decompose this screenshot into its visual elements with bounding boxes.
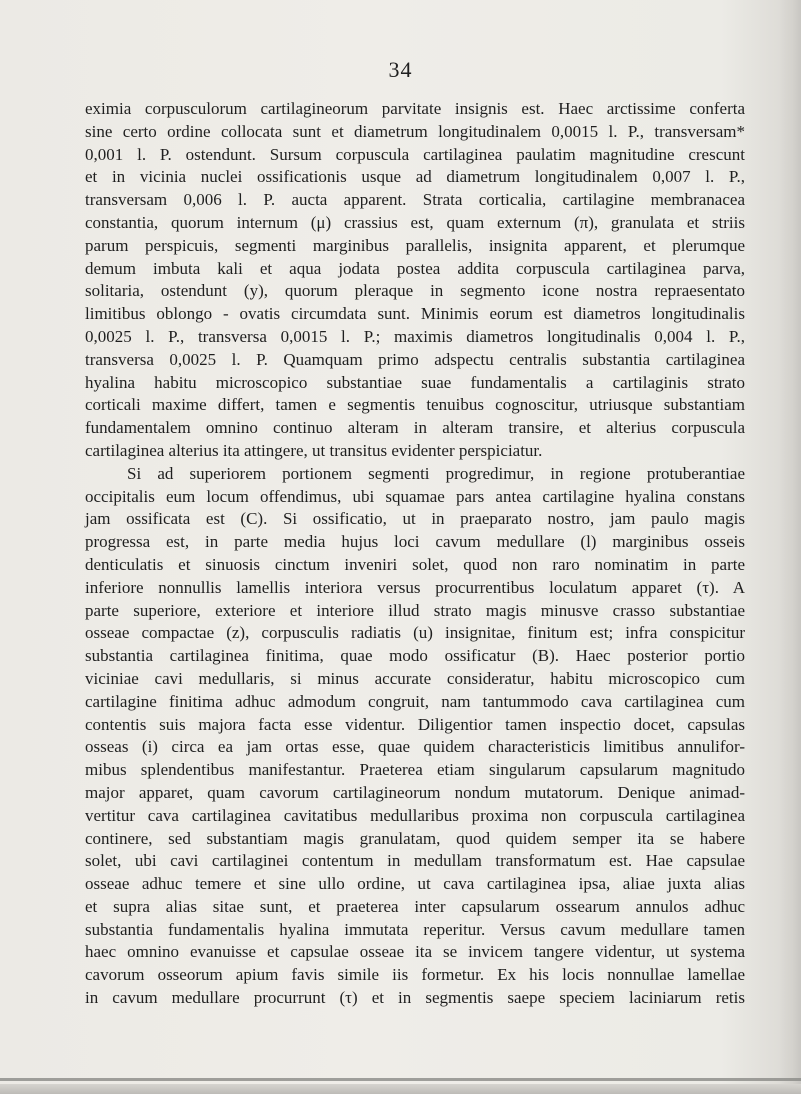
body-text	[85, 98, 745, 1010]
text-line: substantia cartilaginea finitima, quae modo ossificatur (B). Haec posterior portio	[85, 646, 745, 666]
paragraph-2	[85, 463, 745, 1010]
text-line: viciniae cavi medullaris, si minus accurate consideratur, habitu microscopico cum	[85, 668, 745, 688]
text-line: constantia, quorum internum (μ) crassius est, quam externum (π), granulata et striis	[85, 212, 745, 232]
text-line: progressa est, in parte media hujus loci cavum medullare (l) marginibus osseis	[85, 532, 745, 552]
text-line: haec omnino evanuisse et capsulae osseae ita se invicem tangere videntur, ut systema	[85, 942, 745, 962]
text-line: inferiore nonnullis lamellis interiora versus procurrentibus loculatum apparet (τ). A	[85, 577, 745, 597]
text-line: cartilaginea alterius ita attingere, ut transitus evidenter perspiciatur.	[85, 440, 543, 460]
bottom-edge	[0, 1084, 801, 1094]
text-line: cavorum osseorum apium favis simile iis formetur. Ex his locis nonnullae lamellae	[85, 965, 745, 985]
text-line: continere, sed substantiam magis granulatam, quod quidem semper ita se habere	[85, 828, 745, 848]
text-line: jam ossificata est (C). Si ossificatio, ut in praeparato nostro, jam paulo magis	[85, 509, 745, 529]
text-line: parum perspicuis, segmenti marginibus parallelis, insignita apparent, et plerumque	[85, 235, 745, 255]
text-line: hyalina habitu microscopico substantiae suae fundamentalis a cartilaginis strato	[85, 372, 745, 392]
text-line: 0,001 l. P. ostendunt. Sursum corpuscula cartilaginea paulatim magnitudine crescunt	[85, 144, 745, 164]
page-number: 34	[388, 57, 413, 82]
text-line: in cavum medullare procurrunt (τ) et in segmentis saepe speciem laciniarum retis	[85, 988, 745, 1008]
text-line: Si ad superiorem portionem segmenti progredimur, in regione protuberantiae	[127, 463, 745, 483]
text-line: et in vicinia nuclei ossificationis usque ad diametrum longitudinalem 0,007 l. P.,	[85, 167, 745, 187]
page-edge-shadow	[779, 0, 801, 1094]
bottom-rule	[0, 1078, 801, 1081]
text-line: osseae adhuc temere et sine ullo ordine, ut cava cartilaginea ipsa, aliae juxta alias	[85, 874, 745, 894]
text-line: major apparet, quam cavorum cartilagineorum nondum mutatorum. Denique animad-	[85, 782, 745, 802]
text-line: osseae compactae (z), corpusculis radiatis (u) insignitae, finitum est; infra conspicitur	[85, 623, 745, 643]
text-line: contentis suis majora facta esse videntur. Diligentior tamen inspectio docet, capsulas	[85, 714, 745, 734]
text-line: 0,0025 l. P., transversa 0,0015 l. P.; maximis diametros longitudinalis 0,004 l. P.,	[85, 326, 745, 346]
text-line: substantia fundamentalis hyalina immutata reperitur. Versus cavum medullare tamen	[85, 919, 745, 939]
text-line: occipitalis eum locum offendimus, ubi squamae pars antea cartilagine hyalina constans	[85, 486, 745, 506]
text-line: denticulatis et sinuosis cinctum inveniri solet, quod non raro nominatim in parte	[85, 554, 745, 574]
text-line: mibus splendentibus manifestantur. Praeterea etiam singularum capsularum magnitudo	[85, 760, 745, 780]
paragraph-1	[85, 98, 745, 463]
text-line: limitibus oblongo - ovatis circumdata sunt. Minimis eorum est diametros longitudinalis	[85, 304, 745, 324]
text-line: et supra alias sitae sunt, et praeterea inter capsularum ossearum annulos adhuc	[85, 896, 745, 916]
text-line: transversa 0,0025 l. P. Quamquam primo adspectu centralis substantia cartilaginea	[85, 349, 745, 369]
text-line: fundamentalem omnino continuo alteram in alteram transire, et alterius corpuscula	[85, 418, 745, 438]
text-line: cartilagine finitima adhuc admodum congruit, nam tantummodo cava cartilaginea cum	[85, 691, 745, 711]
text-line: transversam 0,006 l. P. aucta apparent. Strata corticalia, cartilagine membranacea	[85, 190, 745, 210]
text-line: corticali maxime differt, tamen e segmentis tenuibus cognoscitur, utriusque substantiam	[85, 395, 745, 415]
text-line: parte superiore, exteriore et interiore illud strato magis minusve crasso substantiae	[85, 600, 745, 620]
text-line: osseas (i) circa ea jam ortas esse, quae quidem characteristicis limitibus annulifor-	[85, 737, 745, 757]
text-line: solet, ubi cavi cartilaginei contentum in medullam transformatum est. Hae capsulae	[85, 851, 745, 871]
text-line: vertitur cava cartilaginea cavitatibus medullaribus proxima non corpuscula cartilaginea	[85, 805, 745, 825]
text-line: sine certo ordine collocata sunt et diametrum longitudinalem 0,0015 l. P., transversam*	[85, 121, 745, 141]
text-line: demum imbuta kali et aqua jodata postea addita corpuscula cartilaginea parva,	[85, 258, 745, 278]
text-line: solitaria, ostendunt (y), quorum pleraque in segmento icone nostra repraesentato	[85, 281, 745, 301]
text-line: eximia corpusculorum cartilagineorum parvitate insignis est. Haec arctissime conferta	[85, 99, 745, 118]
